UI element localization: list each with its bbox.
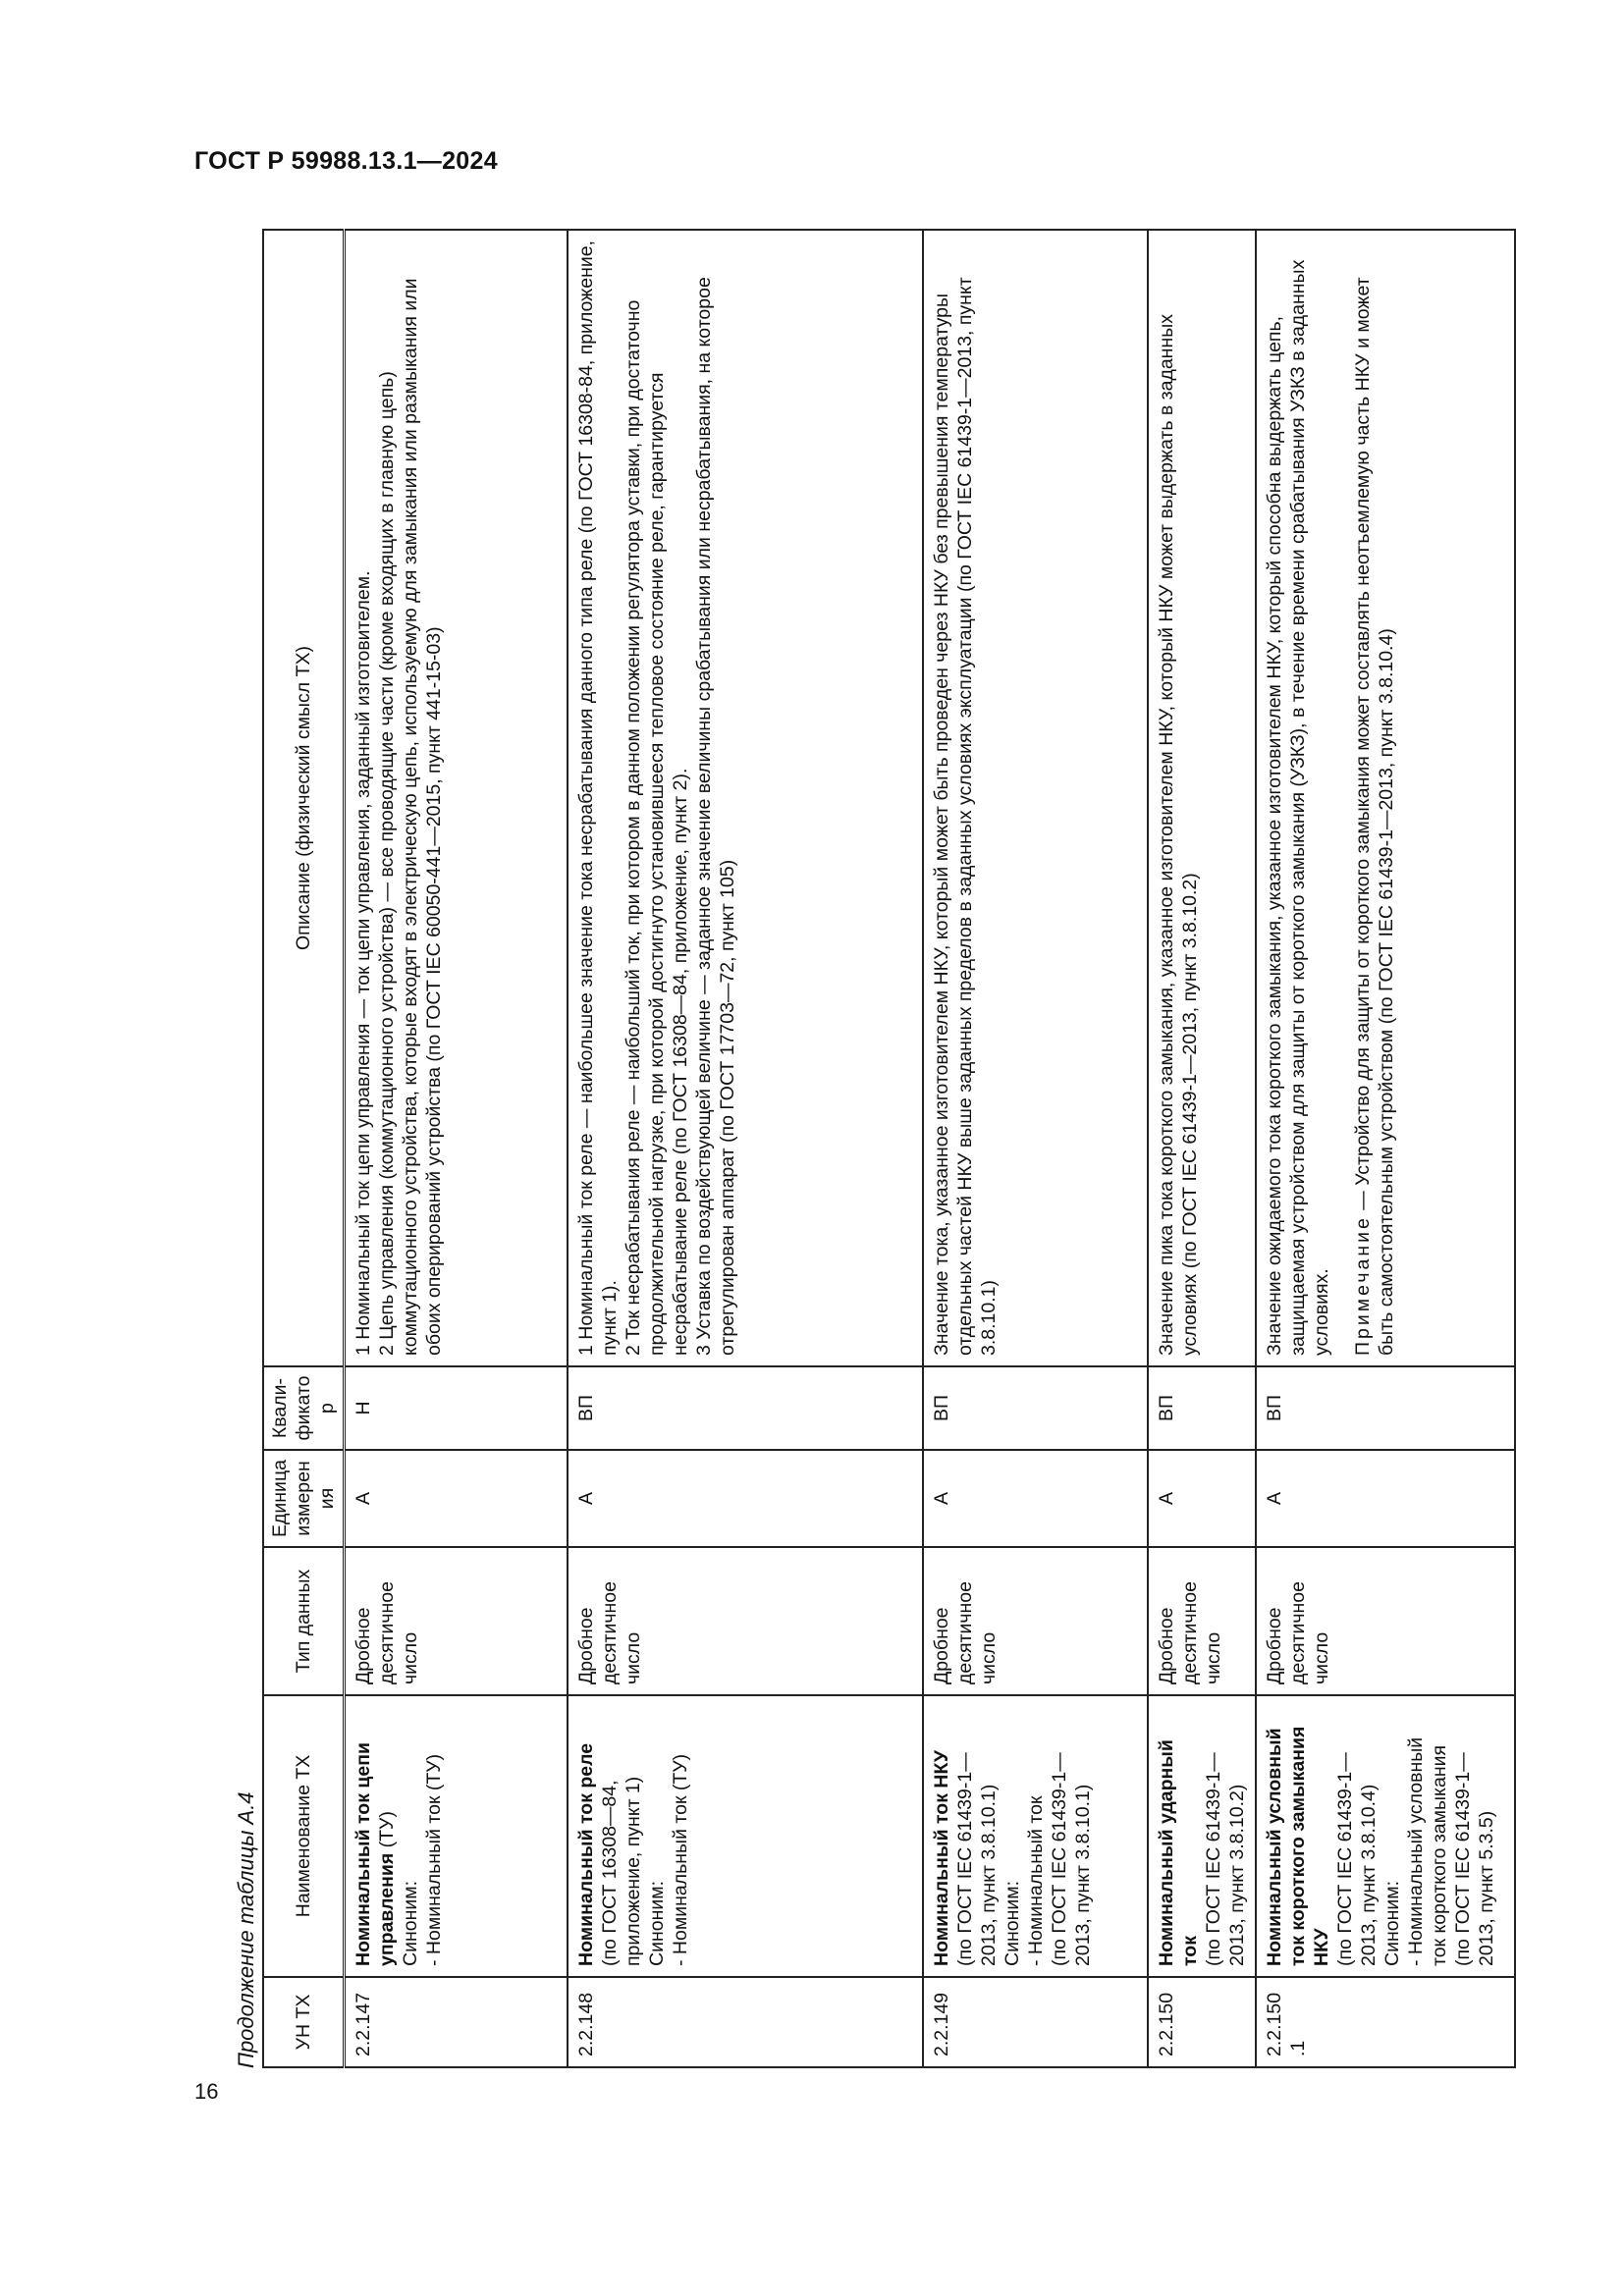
name-title: Номинальный ток реле bbox=[575, 1742, 597, 1966]
column-header-data-type: Тип данных bbox=[263, 1547, 345, 1695]
name-line: Синоним: bbox=[400, 1880, 421, 1966]
cell-data-type: Дробное десятичное число bbox=[345, 1547, 568, 1695]
description-paragraph: Значение тока, указанное изготовителем НКУ, который может быть проведен через НКУ без превышения температуры отдельных частей НКУ выше заданных пределов в заданных условиях эксплуатации (по ГОСТ IEC 61439-1—2013, пункт 3.8.10.1) bbox=[931, 277, 1000, 1356]
name-title: Номинальный условный ток короткого замыкания НКУ bbox=[1264, 1726, 1332, 1966]
cell-name bbox=[568, 1695, 923, 1977]
cell-unit: А bbox=[923, 1450, 1148, 1547]
table-row bbox=[1148, 230, 1256, 2067]
name-line: Синоним: bbox=[1381, 1880, 1403, 1966]
name-line: - Номинальный ток bbox=[1025, 1795, 1047, 1966]
table-row bbox=[345, 230, 568, 2067]
name-line: (по ГОСТ 16308—84, приложение, пункт 1) bbox=[599, 1776, 644, 1966]
cell-id: 2.2.150.1 bbox=[1256, 1977, 1515, 2067]
cell-id: 2.2.148 bbox=[568, 1977, 923, 2067]
cell-id: 2.2.147 bbox=[345, 1977, 568, 2067]
note-label: Примечание bbox=[1352, 1215, 1374, 1356]
cell-data-type: Дробное десятичное число bbox=[1256, 1547, 1515, 1695]
name-line: (по ГОСТ IEC 61439-1—2013, пункт 5.3.5) bbox=[1452, 1752, 1497, 1966]
name-line: Синоним: bbox=[1001, 1880, 1023, 1966]
table-caption: Продолжение таблицы А.4 bbox=[234, 1791, 258, 2068]
cell-name bbox=[1256, 1695, 1515, 1977]
cell-unit: А bbox=[345, 1450, 568, 1547]
cell-data-type: Дробное десятичное число bbox=[568, 1547, 923, 1695]
description-paragraph: 2 Ток несрабатывания реле — наибольший ток, при котором в данном положении регулятора уставки, при достаточно продолжительной нагрузке, при которой достигнуто установившееся тепловое состояние реле, гарантируется несрабатывание реле (по ГОСТ 16308—84, приложение, пункт 2). bbox=[623, 299, 691, 1356]
description-paragraph: 1 Номинальный ток реле — наибольшее значение тока несрабатывания данного типа реле (по ГОСТ 16308-84, приложение, пункт 1). bbox=[575, 240, 621, 1356]
name-line: (по ГОСТ IEC 61439-1—2013, пункт 3.8.10.4) bbox=[1334, 1752, 1380, 1966]
cell-name bbox=[345, 1695, 568, 1977]
description-paragraph: Значение пика тока короткого замыкания, указанное изготовителем НКУ, который НКУ может выдержать в заданных условиях (по ГОСТ IEC 61439-1—2013, пункт 3.8.10.2) bbox=[1156, 314, 1201, 1356]
column-header-description: Описание (физический смысл ТХ) bbox=[263, 230, 345, 1366]
cell-name bbox=[923, 1695, 1148, 1977]
description-note bbox=[1351, 240, 1398, 1356]
characteristics-table bbox=[262, 229, 1516, 2068]
cell-qualifier: ВП bbox=[923, 1366, 1148, 1450]
document-header: ГОСТ Р 59988.13.1—2024 bbox=[194, 147, 498, 175]
name-line: - Номинальный условный ток короткого замыкания bbox=[1405, 1736, 1450, 1966]
cell-description bbox=[568, 230, 923, 1366]
name-line: - Номинальный ток (ТУ) bbox=[423, 1753, 445, 1966]
cell-qualifier: ВП bbox=[568, 1366, 923, 1450]
rotated-table-area bbox=[231, 231, 1497, 2068]
cell-description bbox=[345, 230, 568, 1366]
cell-qualifier: Н bbox=[345, 1366, 568, 1450]
column-header-id: УН ТХ bbox=[263, 1977, 345, 2067]
cell-unit: А bbox=[1256, 1450, 1515, 1547]
cell-unit: А bbox=[568, 1450, 923, 1547]
cell-description bbox=[923, 230, 1148, 1366]
table-row bbox=[1256, 230, 1515, 2067]
description-paragraph: 3 Уставка по воздействующей величине — заданное значение величины срабатывания или несрабатывания, на которое отрегулирован аппарат (по ГОСТ 17703—72, пункт 105) bbox=[693, 277, 738, 1356]
cell-id: 2.2.149 bbox=[923, 1977, 1148, 2067]
cell-description bbox=[1148, 230, 1256, 1366]
page-number: 16 bbox=[194, 2079, 219, 2104]
column-header-qualifier: Квали-фикатор bbox=[263, 1366, 345, 1450]
description-paragraph: 2 Цепь управления (коммутационного устройства) — все проводящие части (кроме входящих в главную цепь) коммутационного устройства, которые входят в электрическую цепь, используемую для замыкания или размыкания или обоих оперирований устройства (по ГОСТ IEC 60050-441—2015, пункт 441-15-03) bbox=[376, 278, 445, 1356]
cell-unit: А bbox=[1148, 1450, 1256, 1547]
description-paragraph: Значение ожидаемого тока короткого замыкания, указанное изготовителем НКУ, который способна выдержать цепь, защищаемая устройством для защиты от короткого замыкания (УЗКЗ), в течение времени срабатывания УЗКЗ в заданных условиях. bbox=[1264, 259, 1332, 1356]
table-row bbox=[568, 230, 923, 2067]
name-line: (по ГОСТ IEC 61439-1—2013, пункт 3.8.10.1) bbox=[1049, 1752, 1094, 1966]
cell-description bbox=[1256, 230, 1515, 1366]
cell-qualifier: ВП bbox=[1256, 1366, 1515, 1450]
table-row bbox=[923, 230, 1148, 2067]
cell-name bbox=[1148, 1695, 1256, 1977]
name-line: (ТУ) bbox=[376, 1811, 398, 1848]
name-title: Номинальный ток НКУ bbox=[931, 1750, 952, 1966]
cell-qualifier: ВП bbox=[1148, 1366, 1256, 1450]
name-title: Номинальный ударный ток bbox=[1156, 1739, 1201, 1966]
cell-data-type: Дробное десятичное число bbox=[1148, 1547, 1256, 1695]
column-header-unit: Единица измерения bbox=[263, 1450, 345, 1547]
description-paragraph: 1 Номинальный ток цепи управления — ток цепи управления, заданный изготовителем. bbox=[352, 570, 374, 1356]
name-line: Синоним: bbox=[646, 1880, 668, 1966]
note-text: — Устройство для защиты от короткого замыкания может составлять неотъемлемую часть НКУ и может быть самостоятельным устройством (по ГОСТ IEC 61439-1—2013, пункт 3.8.10.4) bbox=[1352, 277, 1397, 1356]
name-line: - Номинальный ток (ТУ) bbox=[670, 1753, 691, 1966]
name-title: Номинальный ток цепи управления bbox=[352, 1742, 398, 1966]
cell-id: 2.2.150 bbox=[1148, 1977, 1256, 2067]
cell-data-type: Дробное десятичное число bbox=[923, 1547, 1148, 1695]
name-line: (по ГОСТ IEC 61439-1—2013, пункт 3.8.10.2) bbox=[1203, 1752, 1248, 1966]
table-header-row bbox=[263, 230, 345, 2067]
column-header-name: Наименование ТХ bbox=[263, 1695, 345, 1977]
name-line: (по ГОСТ IEC 61439-1—2013, пункт 3.8.10.1) bbox=[954, 1752, 1000, 1966]
